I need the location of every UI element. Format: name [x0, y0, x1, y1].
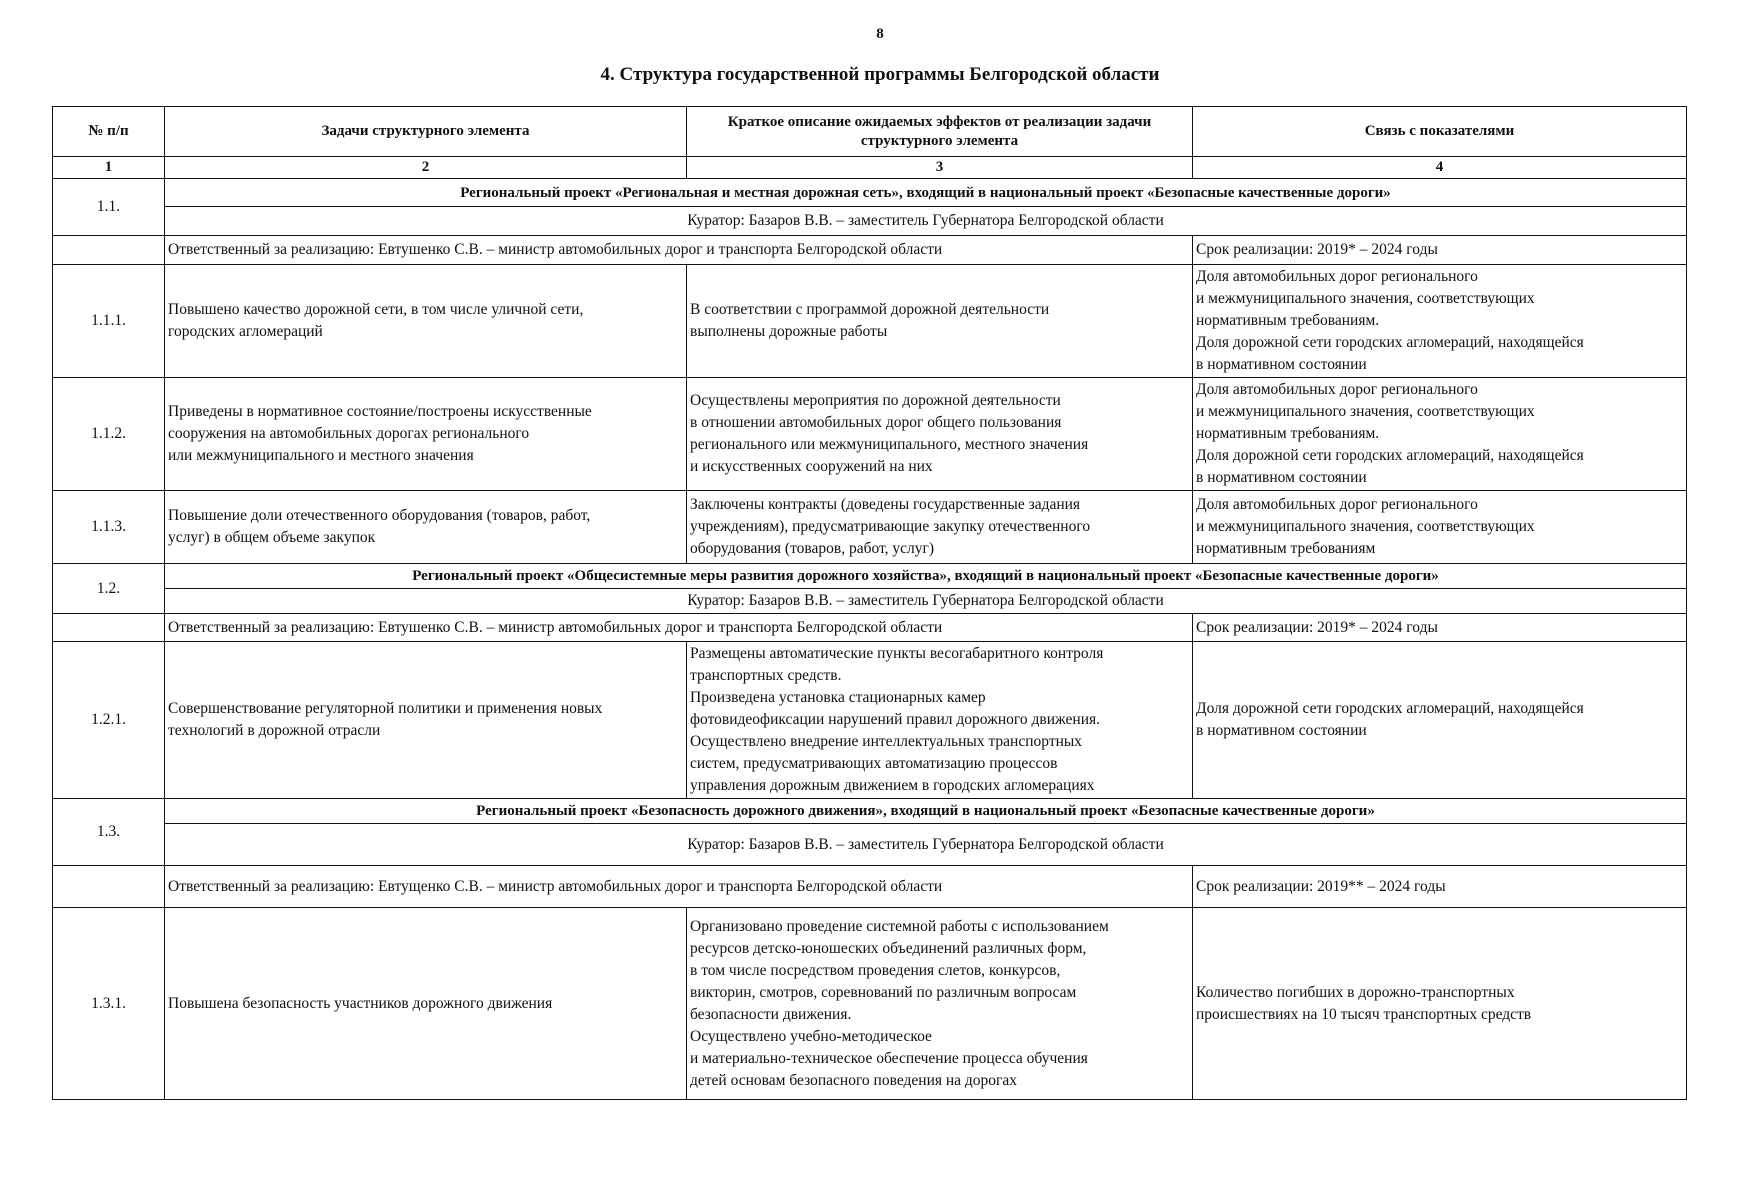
text-line: нормативным требованиям.	[1196, 312, 1380, 329]
task-description	[165, 265, 687, 378]
section-number: 1.2.	[53, 564, 165, 614]
project-title: Региональный проект «Региональная и местная дорожная сеть», входящий в национальный проект «Безопасные качественные дороги»	[165, 179, 1687, 207]
column-number-row	[53, 157, 1687, 179]
text-line: транспортных средств.	[690, 667, 842, 684]
empty-cell	[53, 866, 165, 908]
text-line: в отношении автомобильных дорог общего пользования	[690, 414, 1062, 431]
indicator-link	[1193, 908, 1687, 1100]
text-line: Произведена установка стационарных камер	[690, 689, 986, 706]
task-description	[165, 908, 687, 1100]
text-line: безопасности движения.	[690, 1005, 852, 1023]
effect-description	[687, 491, 1193, 564]
term: Срок реализации: 2019* – 2024 годы	[1193, 236, 1687, 265]
text-line: городских агломераций	[168, 323, 323, 340]
indicator-link	[1193, 642, 1687, 799]
curator-row	[53, 207, 1687, 236]
column-number: 4	[1193, 157, 1687, 179]
indicator-link	[1193, 378, 1687, 491]
column-number: 1	[53, 157, 165, 179]
section-number: 1.3.	[53, 799, 165, 866]
empty-cell	[53, 614, 165, 642]
task-row	[53, 491, 1687, 564]
curator-row	[53, 824, 1687, 866]
project-row	[53, 179, 1687, 207]
task-number: 1.1.2.	[53, 378, 165, 491]
text-line: В соответствии с программой дорожной деятельности	[690, 301, 1050, 318]
text-line: регионального или межмуниципального, местного значения	[690, 436, 1089, 453]
text-line: услуг) в общем объеме закупок	[168, 529, 376, 546]
effect-description	[687, 265, 1193, 378]
project-title: Региональный проект «Общесистемные меры развития дорожного хозяйства», входящий в национальный проект «Безопасные качественные дороги»	[165, 564, 1687, 589]
curator-row	[53, 589, 1687, 614]
text-line: выполнены дорожные работы	[690, 323, 888, 340]
curator: Куратор: Базаров В.В. – заместитель Губернатора Белгородской области	[165, 589, 1687, 614]
project-row	[53, 564, 1687, 589]
text-line: и межмуниципального значения, соответствующих	[1196, 403, 1535, 420]
column-number: 3	[687, 157, 1193, 179]
responsible-row	[53, 614, 1687, 642]
header-number: № п/п	[53, 107, 165, 157]
text-line: Осуществлены мероприятия по дорожной деятельности	[690, 392, 1061, 409]
curator: Куратор: Базаров В.В. – заместитель Губернатора Белгородской области	[165, 824, 1687, 866]
text-line: Повышено качество дорожной сети, в том числе уличной сети,	[168, 301, 584, 318]
responsible: Ответственный за реализацию: Евтушенко С.В. – министр автомобильных дорог и транспорта Белгородской области	[165, 614, 1193, 642]
section-number: 1.1.	[53, 179, 165, 236]
responsible: Ответственный за реализацию: Евтушенко С.В. – министр автомобильных дорог и транспорта Белгородской области	[165, 236, 1193, 265]
text-line: викторин, смотров, соревнований по различным вопросам	[690, 983, 1077, 1001]
text-line: в том числе посредством проведения слетов, конкурсов,	[690, 961, 1061, 979]
task-row	[53, 265, 1687, 378]
text-line: систем, предусматривающих автоматизацию процессов	[690, 755, 1058, 772]
text-line: фотовидеофиксации нарушений правил дорожного движения.	[690, 711, 1101, 728]
effect-description	[687, 642, 1193, 799]
term: Срок реализации: 2019** – 2024 годы	[1193, 866, 1687, 908]
text-line: Повышение доли отечественного оборудования (товаров, работ,	[168, 507, 591, 524]
task-number: 1.2.1.	[53, 642, 165, 799]
task-description	[165, 642, 687, 799]
task-row	[53, 908, 1687, 1100]
responsible-row	[53, 236, 1687, 265]
text-line: технологий в дорожной отрасли	[168, 722, 381, 739]
column-number: 2	[165, 157, 687, 179]
page-number: 8	[876, 26, 884, 42]
task-description	[165, 491, 687, 564]
text-line: Доля автомобильных дорог регионального	[1196, 268, 1478, 285]
task-number: 1.1.3.	[53, 491, 165, 564]
program-structure-table	[52, 106, 1687, 1100]
responsible: Ответственный за реализацию: Евтущенко С.В. – министр автомобильных дорог и транспорта Белгородской области	[165, 866, 1193, 908]
text-line: и межмуниципального значения, соответствующих	[1196, 518, 1535, 535]
text-line: Приведены в нормативное состояние/построены искусственные	[168, 403, 592, 420]
text-line: происшествиях на 10 тысяч транспортных средств	[1196, 1005, 1532, 1023]
effect-description	[687, 908, 1193, 1100]
project-row	[53, 799, 1687, 824]
effect-description	[687, 378, 1193, 491]
text-line: Доля дорожной сети городских агломераций, находящейся	[1196, 334, 1584, 351]
text-line: детей основам безопасного поведения на дорогах	[690, 1071, 1018, 1089]
responsible-row	[53, 866, 1687, 908]
task-number: 1.1.1.	[53, 265, 165, 378]
header-effects: Краткое описание ожидаемых эффектов от реализации задачи структурного элемента	[687, 107, 1193, 157]
text-line: Заключены контракты (доведены государственные задания	[690, 496, 1081, 513]
header-indicators: Связь с показателями	[1193, 107, 1687, 157]
task-row	[53, 642, 1687, 799]
indicator-link	[1193, 491, 1687, 564]
text-line: в нормативном состоянии	[1196, 356, 1367, 373]
text-line: Осуществлено учебно-методическое	[690, 1027, 932, 1045]
text-line: Совершенствование регуляторной политики и применения новых	[168, 700, 603, 717]
term: Срок реализации: 2019* – 2024 годы	[1193, 614, 1687, 642]
header-row	[53, 107, 1687, 157]
empty-cell	[53, 236, 165, 265]
text-line: в нормативном состоянии	[1196, 469, 1367, 486]
project-title: Региональный проект «Безопасность дорожного движения», входящий в национальный проект «Безопасные качественные дороги»	[165, 799, 1687, 824]
task-description	[165, 378, 687, 491]
text-line: Доля дорожной сети городских агломераций, находящейся	[1196, 447, 1584, 464]
text-line: и межмуниципального значения, соответствующих	[1196, 290, 1535, 307]
text-line: Доля дорожной сети городских агломераций, находящейся	[1196, 700, 1584, 717]
page-title: 4. Структура государственной программы Белгородской области	[600, 64, 1160, 85]
task-number: 1.3.1.	[53, 908, 165, 1100]
text-line: нормативным требованиям	[1196, 540, 1376, 557]
text-line: в нормативном состоянии	[1196, 722, 1367, 739]
text-line: оборудования (товаров, работ, услуг)	[690, 540, 935, 557]
text-line: Осуществлено внедрение интеллектуальных транспортных	[690, 733, 1083, 750]
header-tasks: Задачи структурного элемента	[165, 107, 687, 157]
curator: Куратор: Базаров В.В. – заместитель Губернатора Белгородской области	[165, 207, 1687, 236]
task-row	[53, 378, 1687, 491]
text-line: Организовано проведение системной работы с использованием	[690, 917, 1109, 935]
text-line: Доля автомобильных дорог регионального	[1196, 496, 1478, 513]
text-line: ресурсов детско-юношеских объединений различных форм,	[690, 939, 1087, 957]
text-line: нормативным требованиям.	[1196, 425, 1380, 442]
text-line: учреждениям), предусматривающие закупку отечественного	[690, 518, 1091, 535]
text-line: и материально-техническое обеспечение процесса обучения	[690, 1049, 1088, 1067]
text-line: Доля автомобильных дорог регионального	[1196, 381, 1478, 398]
text-line: Повышена безопасность участников дорожного движения	[168, 994, 553, 1012]
text-line: или межмуниципального и местного значения	[168, 447, 474, 464]
text-line: и искусственных сооружений на них	[690, 458, 933, 475]
text-line: управления дорожным движением в городских агломерациях	[690, 777, 1095, 794]
text-line: Количество погибших в дорожно-транспортных	[1196, 983, 1515, 1001]
table-body	[53, 179, 1687, 1100]
text-line: сооружения на автомобильных дорогах регионального	[168, 425, 530, 442]
indicator-link	[1193, 265, 1687, 378]
text-line: Размещены автоматические пункты весогабаритного контроля	[690, 645, 1104, 662]
